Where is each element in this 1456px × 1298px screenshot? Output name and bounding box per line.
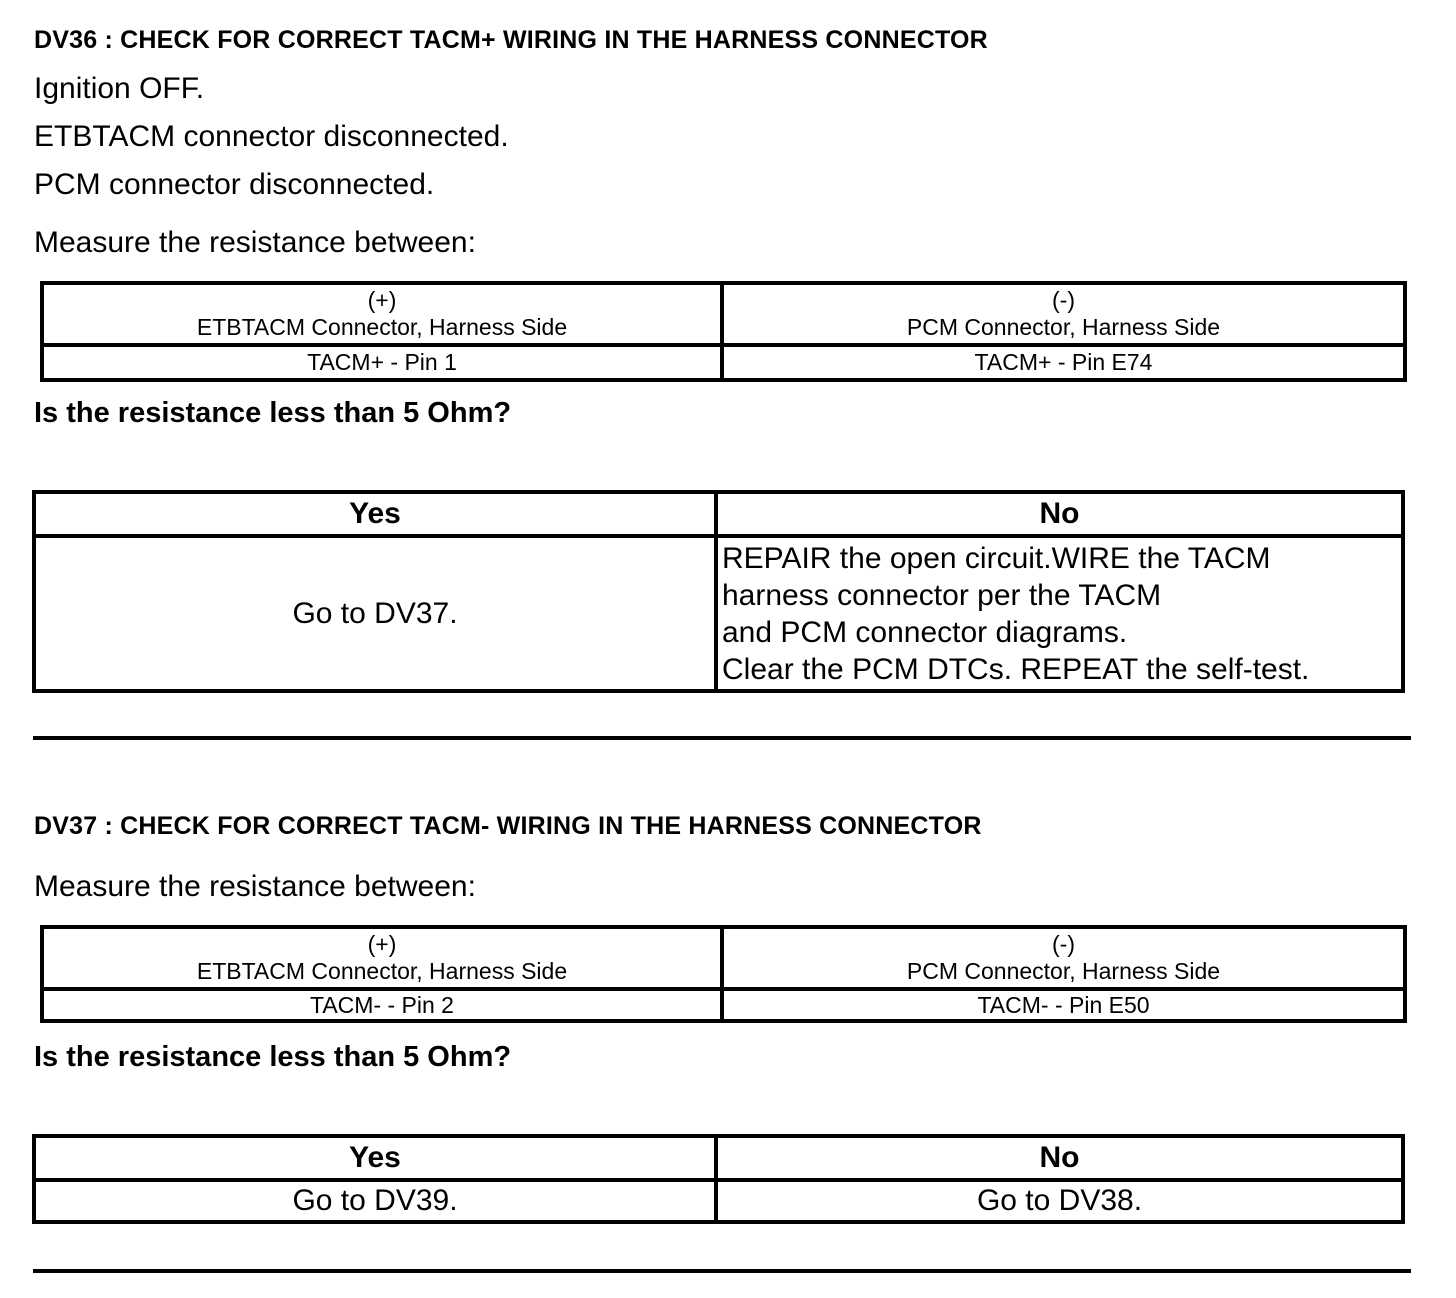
pcm-connector-label: PCM Connector, Harness Side	[906, 314, 1221, 340]
measure-value-row	[42, 989, 1405, 1021]
no-action	[716, 536, 1403, 691]
condition-pcm: PCM connector disconnected.	[34, 168, 435, 201]
no-action: Go to DV38.	[716, 1180, 1403, 1222]
dv36-measure-table	[40, 281, 1407, 382]
no-action-line: harness connector per the TACM	[722, 578, 1162, 612]
etbtacm-connector-label: ETBTACM Connector, Harness Side	[196, 958, 568, 984]
result-header-row	[34, 492, 1403, 536]
dv36-result-table	[32, 490, 1405, 693]
dv36-heading: DV36 : CHECK FOR CORRECT TACM+ WIRING IN THE HARNESS CONNECTOR	[34, 26, 988, 54]
measure-value-negative: TACM+ - Pin E74	[722, 345, 1405, 380]
dv36-question: Is the resistance less than 5 Ohm?	[34, 397, 512, 429]
result-header-row	[34, 1136, 1403, 1180]
dv37-question: Is the resistance less than 5 Ohm?	[34, 1041, 512, 1073]
no-action-line: Clear the PCM DTCs. REPEAT the self-test.	[722, 652, 1310, 686]
etbtacm-connector-label: ETBTACM Connector, Harness Side	[196, 314, 568, 340]
yes-header: Yes	[34, 492, 716, 536]
measure-header-negative	[722, 283, 1405, 345]
no-header: No	[716, 492, 1403, 536]
yes-action: Go to DV39.	[34, 1180, 716, 1222]
measure-header-row	[42, 283, 1405, 345]
measure-header-positive	[42, 283, 722, 345]
condition-ignition: Ignition OFF.	[34, 72, 205, 105]
no-action-line: REPAIR the open circuit.WIRE the TACM	[722, 541, 1271, 575]
positive-sign: (+)	[367, 931, 397, 957]
yes-action: Go to DV37.	[34, 536, 716, 691]
pcm-connector-label: PCM Connector, Harness Side	[906, 958, 1221, 984]
dv36-measure-text: Measure the resistance between:	[34, 226, 476, 259]
result-action-row	[34, 536, 1403, 691]
section-divider	[33, 736, 1411, 740]
positive-sign: (+)	[367, 287, 397, 313]
dv37-measure-text: Measure the resistance between:	[34, 870, 476, 903]
measure-value-positive: TACM+ - Pin 1	[42, 345, 722, 380]
section-divider	[33, 1269, 1411, 1273]
result-action-row	[34, 1180, 1403, 1222]
no-header: No	[716, 1136, 1403, 1180]
no-action-line: and PCM connector diagrams.	[722, 615, 1128, 649]
measure-header-negative	[722, 927, 1405, 989]
measure-header-positive	[42, 927, 722, 989]
measure-value-negative: TACM- - Pin E50	[722, 989, 1405, 1021]
negative-sign: (-)	[1052, 287, 1075, 313]
condition-etbtacm: ETBTACM connector disconnected.	[34, 120, 509, 153]
measure-value-positive: TACM- - Pin 2	[42, 989, 722, 1021]
dv37-result-table	[32, 1134, 1405, 1224]
negative-sign: (-)	[1052, 931, 1075, 957]
dv37-measure-table	[40, 925, 1407, 1023]
measure-header-row	[42, 927, 1405, 989]
dv37-heading: DV37 : CHECK FOR CORRECT TACM- WIRING IN THE HARNESS CONNECTOR	[34, 812, 982, 840]
yes-header: Yes	[34, 1136, 716, 1180]
measure-value-row	[42, 345, 1405, 380]
